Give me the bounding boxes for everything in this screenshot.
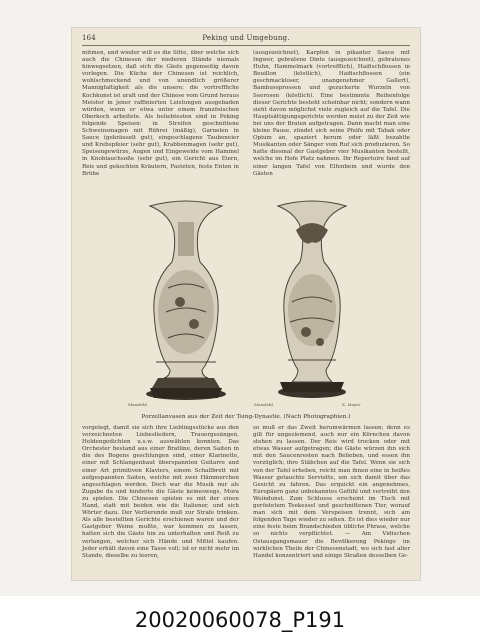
figure-caption: Porzellanvasen aus der Zeit der Tsing-Dynastie. (Nach Photographien.) <box>141 414 351 420</box>
book-page <box>72 28 420 580</box>
page-number: 164 <box>82 34 96 42</box>
text-column-top-right <box>253 50 410 177</box>
left-signature: Mansfeld <box>128 402 147 407</box>
header-rule <box>82 45 410 46</box>
engraver-signature: X. Mayer <box>342 402 361 407</box>
right-signature: Mansfeld <box>254 402 273 407</box>
vase-illustration <box>120 192 376 414</box>
text-column-top-left <box>82 50 239 177</box>
paragraph: vorgelegt, damit sie sich ihre Lieblingsstücke aus den verzeichneten Liebesliedern, Trauergesängen, Heldengedichten u.s.w. auswählen konnten. Das Orchester bestand aus einer Bratline, deren Saiten in die des Bogens geschlungen sind, einer Klarinette, einer mit Schlangenhaut überspannten Guitarre und einer Art primitiven Klaviers, einem Schallbrett mit aufgespannten Saiten, welche mit zwei Hämmerchen angeschlagen werden. Doch war die Musik nur als Zugabe da und hinderte die Gäste keineswegs, Mora zu spielen. Die Chinesen spielen es mit der einen Hand, statt mit beiden wie die Italiener, und sich Wörter dazu. Der Verlierende muß zur Strafe trinken. Als alle bestellten Gerichte erschienen waren und der Gastgeber Weine mußte, war kommen zu lassen, hatten sich die Gäste hin zu unterhalten und Reiß zu verlangen, welcher sich Hände und Mittel kaufen. Jeder erhält davon eine Tasse voll; ist er nicht mehr im Stande, dieselbe zu leeren, <box>82 425 239 559</box>
left-vase <box>128 201 226 407</box>
paragraph: mitmen, und wieder will es die Sitte, über welche sich auch die Chinesen der niederen Stände niemals hinwegsetzen, daß sich die Gäste gegenseitig davon vorlegen. Die Küche der Chinesen ist reichlich, wohlschmeckend und von unendlich größerer Mannigfaltigkeit als die unsere; die vortreffliche Kochkunst ist uralt und der Chinese vom Grund heraus Meister in jener raffinierten Leistungen ausgebaden würden, wenn er etwa unter einem französischen Oberkoch arbeitete. Als beliebtesten sind in Peking folgende Speisen: in Streifen geschnittene Schweinsmagen mit Rührei (mäßig), Garnelen in Sauce (gekräuselt gut), eingeschlagene Taubeneier und Krebspfeier (sehr gut), Krabbenmagen (sehr gut), Speisengewürze, Augen und Eingeweide vom Hammel in Knoblauchsoße (sehr gut), ein Gericht aus Eiern, Reis und gekochten Kräutern, Pasteten, feste Enten in Brühe <box>82 50 239 177</box>
paragraph: (ausgezeichnet), Karpfen in pikanter Sauce mit Ingwer, gebratene Dinte (ausgezeichnet), gebratenes Huhn, Hammelmark (vortrefflich), Haifischflossen in Bouillon (köstlich), Haifischflossen (ein geschmackloser, unangenehmer Gallert), Bambussprossen und gezuckerte Wurzeln von Seerosen (köstlich). Eine bestimmte Reihenfolge dieser Gerichte besteht scheinbar nicht; sondern wann sieht davon möglichst viele zugleich auf die Tafel. Die Hauptsättigungsgerichte werden meist zu der Zeit wie bei uns der Braten aufgetragen. Dann macht man eine kleine Pause, zündet sich seine Pfeife mit Tabak oder Opium an, spaziert herum oder läßt bezahlte Musikanten oder Sänger vom Ruf sich produzieren. So hatte diesmal der Gastgeber vier Musikanten bestellt, welche im Hofe Platz nahmen. Ihr Repertoire fand auf einer langen Tafel von Elfenbein und wurde den Gästen <box>253 50 410 177</box>
running-title: Peking und Umgebung. <box>202 34 290 42</box>
vases-engraving <box>120 192 376 414</box>
text-column-bottom-right <box>253 425 410 573</box>
text-column-bottom-left <box>82 425 239 573</box>
right-vase <box>254 201 360 407</box>
paragraph: so muß er das Zweit herumwärmen lassen; denn es gilt für ungeziemend, auch nur ein Körnchen davon stehen zu lassen. Der Reis wird trocken oder mit etwas Wasser aufgetragen; die Gäste würzen ihn sich mit den Saucenresten nach Belieben, und essen ihn vorzüglich; ihre Stäbchen auf die Tafel. Wenn sie sich von der Tafel erheben, reicht man ihnen eine in heißes Wasser getauchte Serviette, um sich damit über das Gesicht zu fahren. Das erquickt ein angenehmes, Europäern ganz unbekanntes Gefühl und vertreibt den Weindunst. Zum Schlusse erscheint im Tisch mit geröstetem Teekessel und geschnittenen Tier, worauf man sich mit dem Verspeisen trennt, sich am folgenden Tage wieder zu sehen. Es ist dies wieder nur eine feste beim Brandschieden übliche Phrase, welche so nichts verpflichtet. — Am Vidischen Ostausgangsmauer die Bevölkerung Pekings im wirklichen Theile der Chinesenstadt, wo sich fast aller Handel konzentriert und einige Straßen desselben Ge- <box>253 425 410 559</box>
item-id-label: 20020060078_P191 <box>134 608 346 632</box>
